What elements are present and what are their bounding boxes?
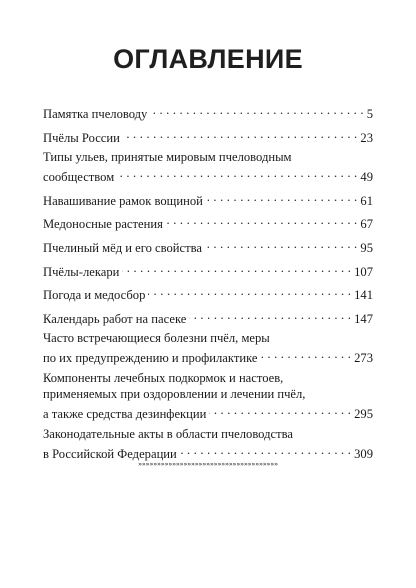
decorative-ornament: »»»»»»»»»»»»»»»»»»»»»»»»»»»»»»»»»»»»»	[138, 460, 278, 468]
dot-leader	[117, 165, 357, 181]
toc-entry-page-number: 5	[366, 107, 373, 121]
toc-entry-page-number: 23	[360, 130, 373, 145]
toc-entry-title-line: Медоносные растения	[43, 217, 163, 232]
toc-entry-page-number: 147	[354, 311, 373, 326]
toc-entry-title-line: Компоненты лечебных подкормок и настоев,	[43, 370, 284, 385]
toc-entry-title-line: Пчёлы-лекари	[43, 264, 120, 279]
toc-entry-page-number: 273	[354, 351, 373, 366]
dot-leader	[206, 189, 358, 205]
toc-entry-title-line: в Российской Федерации	[43, 446, 177, 461]
dot-leader	[180, 442, 351, 458]
toc-entry	[43, 283, 373, 303]
dot-leader	[148, 283, 351, 299]
dot-leader	[122, 260, 351, 276]
toc-entry	[43, 189, 373, 209]
dot-leader	[123, 126, 358, 142]
table-of-contents	[43, 102, 373, 465]
toc-entry-page-number: 95	[360, 240, 373, 255]
dot-leader	[260, 346, 351, 362]
toc-entry-title-line: Памятка пчеловоду	[43, 107, 148, 121]
dot-leader	[150, 102, 363, 118]
toc-entry-last-line	[43, 126, 373, 146]
toc-entry-page-number: 61	[360, 193, 373, 208]
toc-entry-last-line	[43, 346, 373, 366]
toc-entry	[43, 149, 373, 185]
dot-leader	[189, 307, 351, 323]
toc-entry-last-line	[43, 189, 373, 209]
toc-entry	[43, 212, 373, 232]
toc-entry	[43, 370, 373, 422]
toc-entry-page-number: 107	[354, 264, 373, 279]
toc-entry	[43, 426, 373, 462]
toc-entry-last-line	[43, 212, 373, 232]
toc-entry-last-line	[43, 102, 373, 122]
toc-entry-last-line	[43, 402, 373, 422]
dot-leader	[166, 212, 358, 228]
toc-entry	[43, 330, 373, 366]
toc-entry-title-line: Законодательные акты в области пчеловодства	[43, 426, 293, 441]
toc-entry-title-line: Часто встречающиеся болезни пчёл, меры	[43, 331, 270, 346]
toc-entry-last-line	[43, 283, 373, 303]
toc-entry-title-line: Пчелиный мёд и его свойства	[43, 240, 202, 255]
toc-entry-title-line: сообществом	[43, 170, 115, 185]
toc-entry-page-number: 141	[354, 288, 373, 303]
toc-entry-title-line: Навашивание рамок вощиной	[43, 193, 203, 208]
page-title: ОГЛАВЛЕНИЕ	[113, 44, 303, 74]
toc-entry-title-line: по их предупреждению и профилактике	[43, 351, 258, 366]
toc-entry	[43, 307, 373, 327]
toc-entry-title-line: Календарь работ на пасеке	[43, 311, 187, 326]
toc-entry-last-line	[43, 165, 373, 185]
toc-entry-last-line	[43, 260, 373, 280]
toc-entry-title-line: а также средства дезинфекции	[43, 406, 207, 421]
toc-entry-last-line	[43, 307, 373, 327]
toc-entry-last-line	[43, 442, 373, 462]
dot-leader	[205, 236, 357, 252]
toc-entry-title-line: Типы ульев, принятые мировым пчеловодным	[43, 150, 292, 165]
dot-leader	[209, 402, 351, 418]
toc-entry-title-line: Погода и медосбор	[43, 288, 146, 303]
toc-entry-page-number: 49	[360, 170, 373, 185]
toc-entry-title-line: Пчёлы России	[43, 130, 120, 145]
toc-entry-title-line: применяемых при оздоровлении и лечении пчёл,	[43, 386, 306, 401]
toc-entry-page-number: 309	[354, 446, 373, 461]
toc-entry-last-line	[43, 236, 373, 256]
toc-entry	[43, 236, 373, 256]
toc-entry	[43, 126, 373, 146]
toc-entry	[43, 260, 373, 280]
toc-entry	[43, 102, 373, 122]
toc-entry-page-number: 67	[360, 217, 373, 232]
toc-entry-page-number: 295	[354, 406, 373, 421]
